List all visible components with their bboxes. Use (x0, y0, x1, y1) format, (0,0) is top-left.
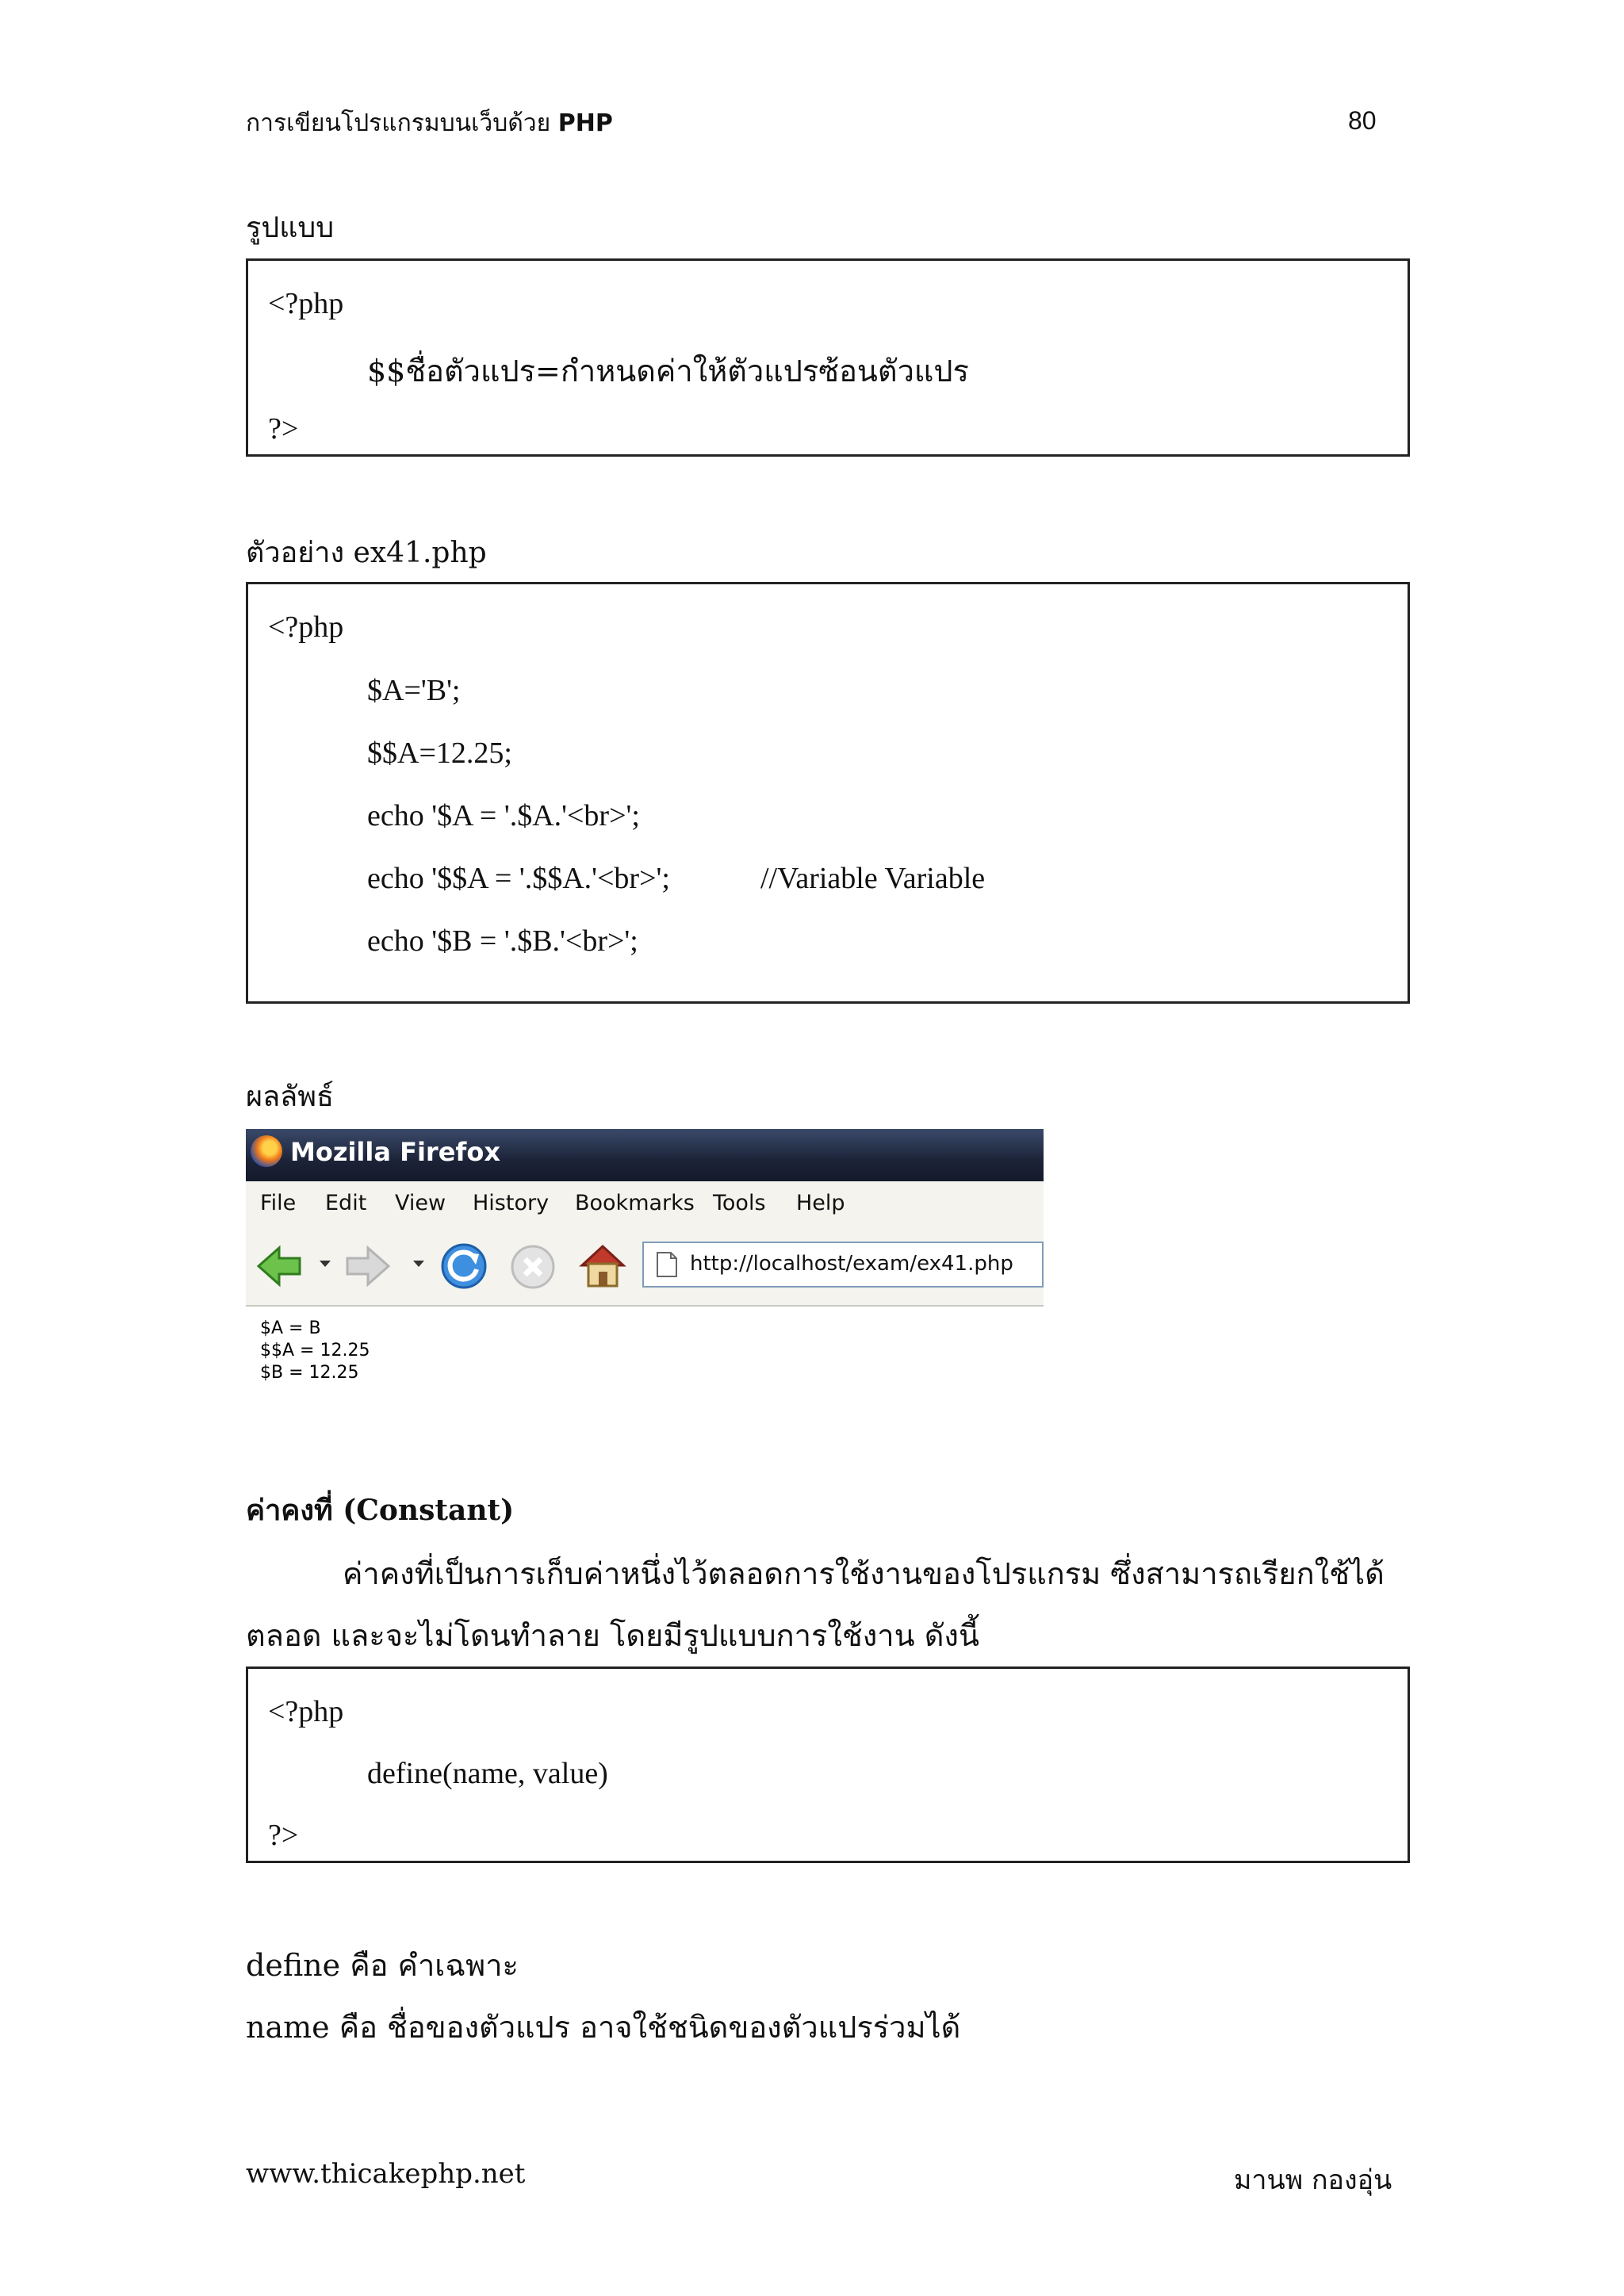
code-line: <?php (268, 610, 344, 644)
page-icon (655, 1251, 679, 1278)
browser-menu-bar (246, 1181, 1044, 1227)
code-line: <?php (268, 1695, 344, 1728)
output-line: $$A = 12.25 (260, 1341, 370, 1360)
reload-icon[interactable] (439, 1242, 488, 1291)
header-title (246, 105, 613, 142)
constant-paragraph-line1: ค่าคงที่เป็นการเก็บค่าหนึ่งไว้ตลอดการใช้งานของโปรแกรม ซึ่งสามารถเรียกใช้ได้ (343, 1556, 1385, 1591)
url-bar[interactable] (642, 1242, 1044, 1288)
back-dropdown-icon[interactable] (319, 1259, 331, 1269)
menu-bookmarks[interactable]: Bookmarks (575, 1191, 695, 1215)
header-title-php: PHP (557, 109, 613, 137)
output-line: $B = 12.25 (260, 1363, 359, 1383)
code-line: define(name, value) (367, 1757, 608, 1790)
menu-edit[interactable]: Edit (325, 1191, 367, 1215)
define-note: define คือ คำเฉพาะ (246, 1948, 519, 1983)
browser-window-title: Mozilla Firefox (290, 1137, 500, 1167)
code-line: echo '$A = '.$A.'<br>'; (367, 799, 640, 832)
syntax-label: รูปแบบ (246, 212, 335, 244)
menu-file[interactable]: File (260, 1191, 297, 1215)
constant-code-box (246, 1667, 1410, 1863)
stop-icon[interactable] (509, 1243, 557, 1291)
code-line: echo '$$A = '.$$A.'<br>'; (367, 862, 670, 895)
browser-toolbar (246, 1226, 1044, 1307)
code-line: ?> (268, 412, 299, 446)
footer-website: www.thicakephp.net (246, 2158, 526, 2190)
home-icon[interactable] (577, 1240, 628, 1291)
constant-paragraph-line2: ตลอด และจะไม่โดนทำลาย โดยมีรูปแบบการใช้งาน ดังนี้ (246, 1618, 979, 1653)
example-label: ตัวอย่าง ex41.php (246, 537, 487, 569)
code-comment: //Variable Variable (760, 862, 986, 895)
code-line: echo '$B = '.$B.'<br>'; (367, 924, 638, 958)
menu-history[interactable]: History (473, 1191, 550, 1215)
browser-title-bar (246, 1129, 1044, 1181)
firefox-screenshot (246, 1129, 1044, 1395)
menu-tools[interactable]: Tools (713, 1191, 766, 1215)
result-label: ผลลัพธ์ (246, 1081, 334, 1113)
forward-arrow-icon[interactable] (344, 1243, 392, 1289)
menu-help[interactable]: Help (796, 1191, 845, 1215)
menu-view[interactable]: View (395, 1191, 446, 1215)
name-note: name คือ ชื่อของตัวแปร อาจใช้ชนิดของตัวแปรร่วมได้ (246, 2010, 961, 2045)
code-line: <?php (268, 287, 344, 320)
header-title-thai: การเขียนโปรแกรมบนเว็บด้วย (246, 109, 551, 137)
constant-heading: ค่าคงที่ (Constant) (246, 1494, 515, 1527)
code-line: $$A=12.25; (367, 737, 512, 770)
footer-author: มานพ กองอุ่น (1234, 2164, 1392, 2196)
code-line: $A='B'; (367, 674, 461, 707)
output-line: $A = B (260, 1318, 321, 1338)
code-line: ?> (268, 1819, 299, 1852)
url-text: http://localhost/exam/ex41.php (690, 1252, 1013, 1276)
back-arrow-icon[interactable] (255, 1243, 303, 1289)
example-code-box (246, 582, 1410, 1004)
firefox-logo-icon (251, 1135, 282, 1167)
forward-dropdown-icon[interactable] (412, 1259, 425, 1269)
page-number: 80 (1348, 106, 1377, 135)
browser-page-content (246, 1307, 1044, 1394)
code-line: $$ชื่อตัวแปร=กำหนดค่าให้ตัวแปรซ้อนตัวแปร (367, 354, 969, 388)
syntax-code-box (246, 258, 1410, 457)
